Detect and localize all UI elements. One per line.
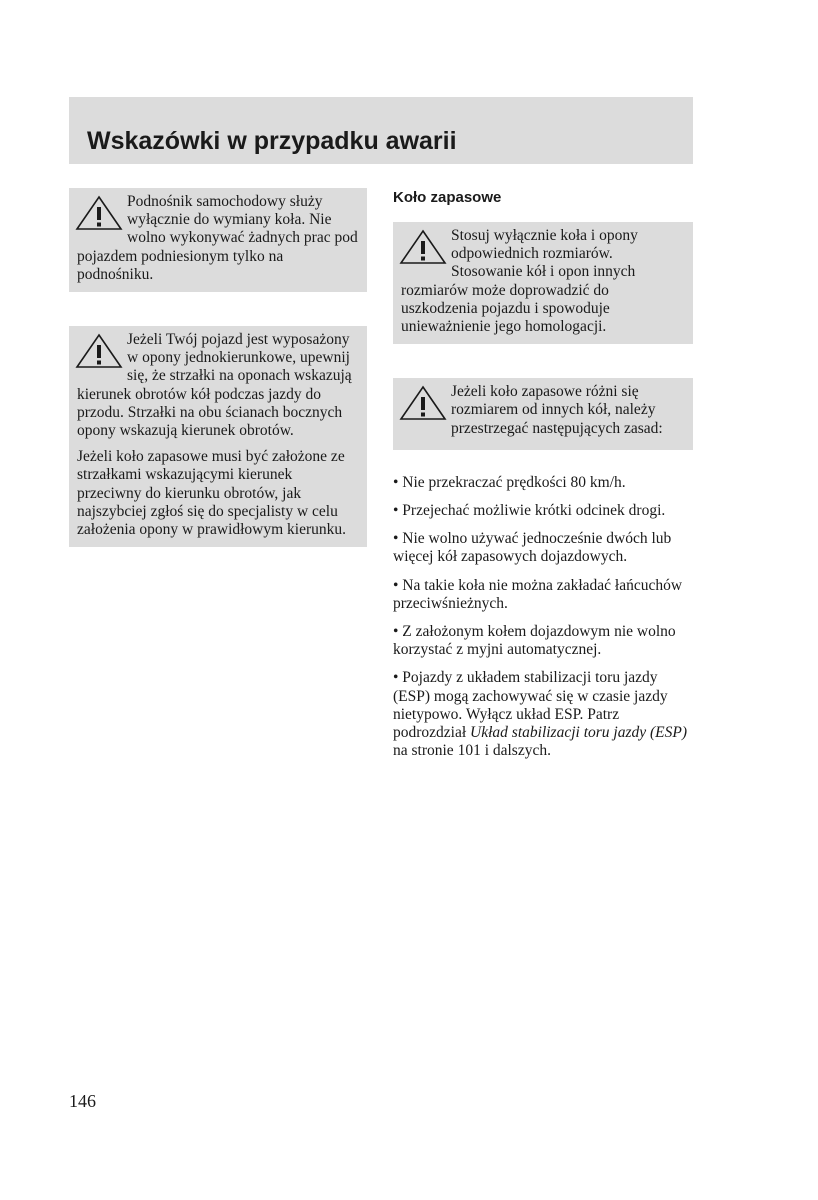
list-item: • Nie wolno używać jednocześnie dwóch lub więcej kół zapasowych dojazdowych. — [393, 530, 672, 566]
warning-box-wheel-size — [393, 222, 693, 344]
warning-text: Podnośnik samochodowy służy wyłącznie do wymiany koła. Nie wolno wykonywać żadnych prac pod pojazdem podniesionym tylko na podnośniku. — [77, 193, 358, 283]
warning-text: Jeżeli koło zapasowe różni się rozmiarem od innych kół, należy przestrzegać następujących zasad: — [451, 383, 663, 437]
page-title: Wskazówki w przypadku awarii — [87, 127, 457, 155]
warning-text: Jeżeli koło zapasowe musi być założone ze strzałkami wskazującymi kierunek przeciwny do kierunku obrotów, jak najszybciej zgłoś się do specjalisty w celu założenia opony w prawidłowym kierunku. — [77, 448, 347, 539]
warning-triangle-icon — [75, 333, 123, 369]
warning-box-jack — [69, 188, 367, 292]
warning-triangle-icon — [399, 229, 447, 265]
section-subheading: Koło zapasowe — [393, 189, 502, 206]
list-item-esp — [393, 669, 693, 760]
rules-list — [393, 474, 693, 761]
warning-text: Jeżeli Twój pojazd jest wyposażony w opony jednokierunkowe, upewnij się, że strzałki na oponach wskazują kierunek obrotów kół podczas jazdy do przodu. Strzałki na obu ścianach bocznych opony wskazują kierunek obrotów. — [77, 331, 352, 440]
page-number: 146 — [69, 1091, 96, 1111]
warning-box-directional-tyres — [69, 326, 367, 547]
right-column — [393, 188, 693, 770]
list-item: • Przejechać możliwie krótki odcinek drogi. — [393, 502, 666, 520]
list-item: • Z założonym kołem dojazdowym nie wolno korzystać z myjni automatycznej. — [393, 623, 676, 659]
section-header — [69, 97, 693, 164]
warning-triangle-icon — [399, 385, 447, 421]
warning-box-spare-wheel — [393, 378, 693, 450]
esp-text-tail: na stronie 101 i dalszych. — [393, 742, 551, 760]
list-item: • Nie przekraczać prędkości 80 km/h. — [393, 473, 626, 491]
warning-text: Stosuj wyłącznie koła i opony odpowiednich rozmiarów. Stosowanie kół i opon innych rozmiarów może doprowadzić do uszkodzenia pojazdu i spowoduje unieważnienie jego homologacji. — [401, 227, 638, 336]
left-column — [69, 188, 367, 547]
list-item: • Na takie koła nie można zakładać łańcuchów przeciwśnieżnych. — [393, 576, 683, 612]
esp-text: • Pojazdy z układem stabilizacji toru jazdy (ESP) mogą zachowywać się w czasie jazdy nietypowo. Wyłącz układ ESP. Patrz podrozdział — [393, 669, 668, 742]
cross-reference: Układ stabilizacji toru jazdy (ESP) — [470, 724, 688, 742]
warning-triangle-icon — [75, 195, 123, 231]
